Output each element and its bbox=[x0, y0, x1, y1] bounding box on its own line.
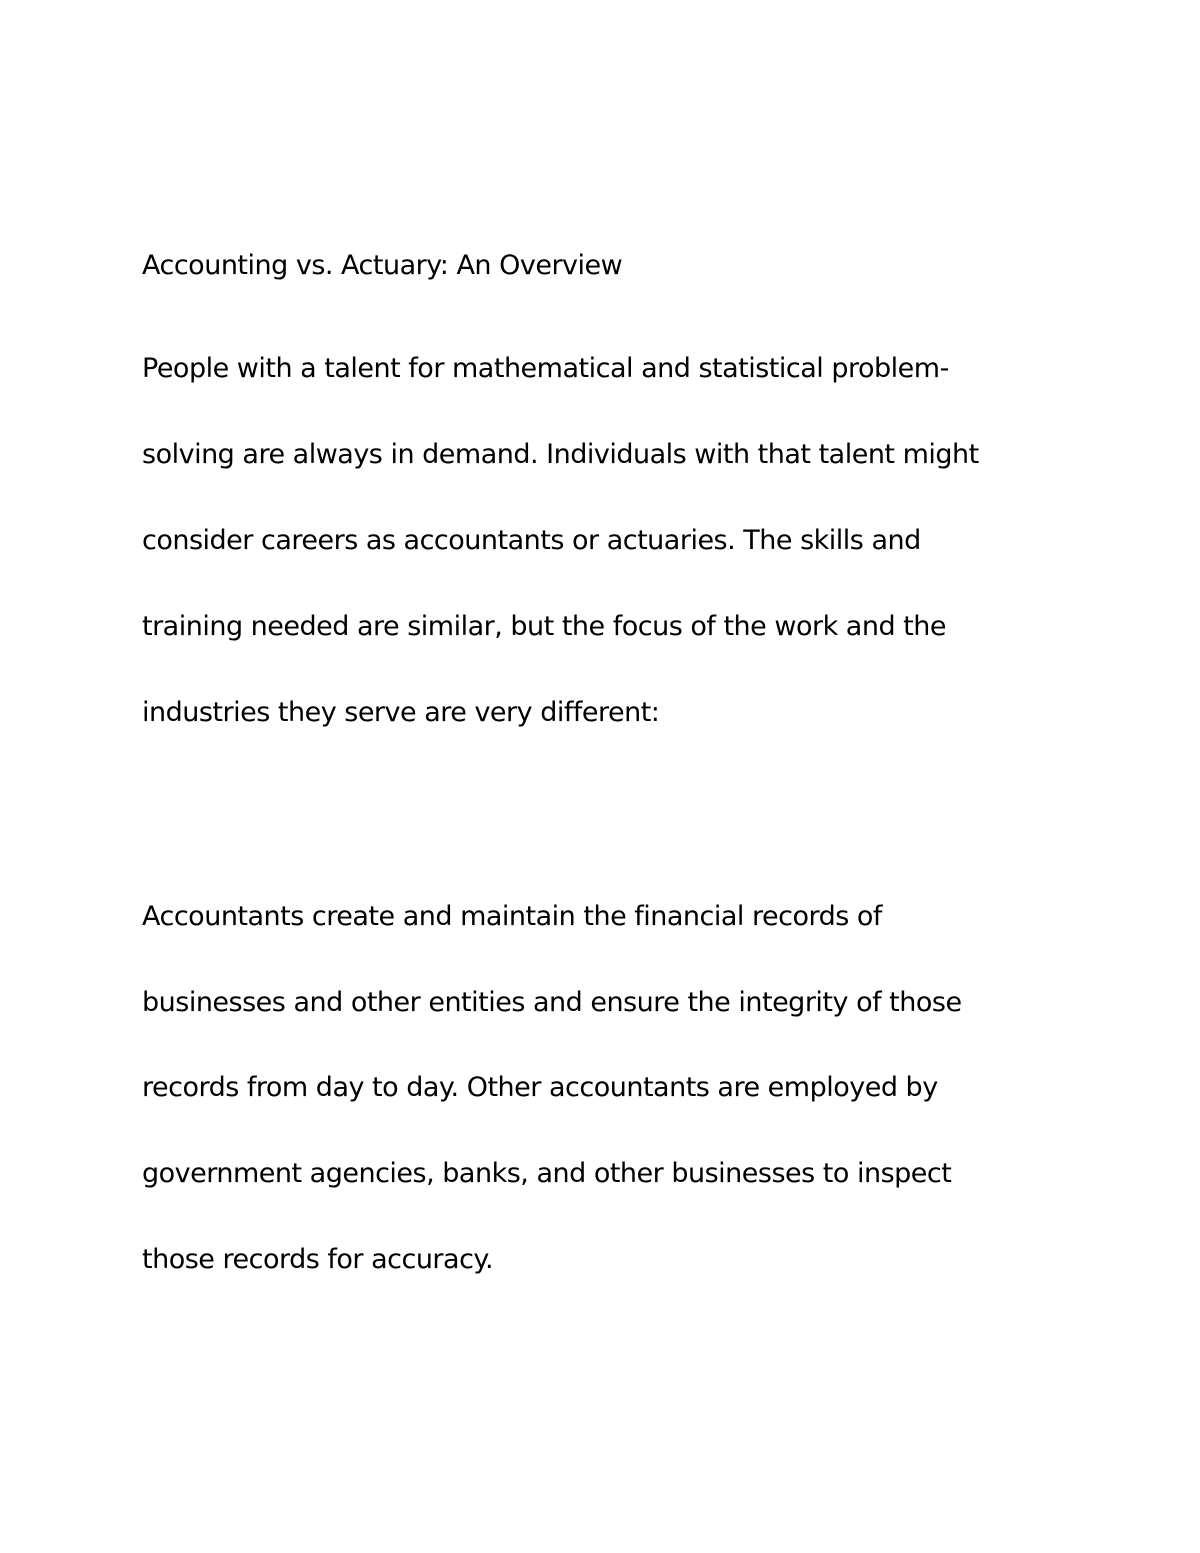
paragraph-2-line-2: businesses and other entities and ensure the integrity of those bbox=[142, 987, 962, 1018]
document-title: Accounting vs. Actuary: An Overview bbox=[142, 250, 623, 281]
paragraph-1-line-1: People with a talent for mathematical and statistical problem- bbox=[142, 353, 949, 384]
paragraph-1-line-5: industries they serve are very different: bbox=[142, 697, 660, 728]
paragraph-2-line-4: government agencies, banks, and other businesses to inspect bbox=[142, 1158, 952, 1189]
paragraph-2-line-3: records from day to day. Other accountants are employed by bbox=[142, 1072, 938, 1103]
paragraph-2-line-5: those records for accuracy. bbox=[142, 1244, 494, 1275]
paragraph-2-line-1: Accountants create and maintain the financial records of bbox=[142, 901, 882, 932]
paragraph-1-line-4: training needed are similar, but the focus of the work and the bbox=[142, 611, 946, 642]
paragraph-1-line-3: consider careers as accountants or actuaries. The skills and bbox=[142, 525, 921, 556]
paragraph-1-line-2: solving are always in demand. Individuals with that talent might bbox=[142, 439, 979, 470]
